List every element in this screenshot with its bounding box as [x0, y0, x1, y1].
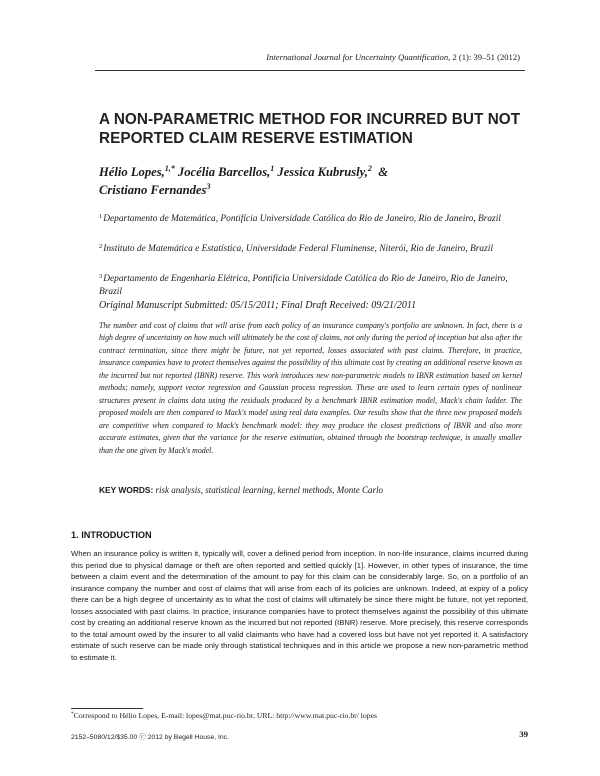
author-4-marker: 3: [206, 182, 211, 191]
footnote: [71, 711, 377, 720]
keywords-text: risk analysis, statistical learning, kernel methods, Monte Carlo: [155, 485, 384, 495]
journal-header: [0, 52, 520, 62]
affiliation-2-text: Instituto de Matemática e Estatística, Universidade Federal Fluminense, Niterói, Rio de Janeiro, Brazil: [103, 244, 493, 254]
issn-copyright: 2152–5080/12/$35.00 ⓒ 2012 by Begell House, Inc.: [71, 734, 229, 741]
affiliation-1-number: 1: [99, 213, 103, 220]
affiliation-2-number: 2: [99, 243, 103, 250]
affiliation-3-text: Departamento de Engenharia Elétrica, Pontifícia Universidade Católica do Rio de Janeiro, Rio de Janeiro, Brazil: [99, 274, 508, 298]
footnote-text: Correspond to Hélio Lopes, E-mail: lopes@mat.puc-rio.br, URL: http://www.mat.puc-rio.br/ lopes: [73, 711, 378, 720]
author-3-marker: 2: [367, 164, 372, 173]
keywords-label: KEY WORDS:: [99, 485, 154, 495]
author-2-marker: 1: [270, 164, 275, 173]
abstract: The number and cost of claims that will arise from each policy of an insurance company's portfolio are unknown. In fact, there is a high degree of uncertainty on how much will ultimately be the cost of claims, not only during the period of inception but also after the contract termination, since there might be future, not yet reported, losses associated with past claims. Therefore, in practice, insurance companies have to protect themselves against the possibility of this ultimate cost by creating an additional reserve known as the incurred but not reported (IBNR) reserve. This work introduces new non-parametric models to IBNR estimation based on kernel methods; namely, support vector regression and Gaussian process regression. These are used to learn certain types of nonlinear structures present in claims data using the residuals produced by a benchmark IBNR estimation model, Mack's chain ladder. The proposed models are then compared to Mack's model using real data examples. Our results show that the three new proposed models are competitive when compared to Mack's benchmark model: they may produce the closest predictions of IBNR and also more accurate estimates, given that the variance for the reserve estimation, obtained through the bootstrap technique, is usually smaller than the one given by Mack's model.: [99, 321, 522, 455]
author-4: Cristiano Fernandes: [99, 183, 207, 197]
footnote-marker: *: [71, 711, 74, 717]
keywords: [99, 485, 529, 495]
author-3: Jessica Kubrusly,: [277, 165, 368, 179]
footnote-rule: [71, 708, 143, 709]
journal-name: International Journal for Uncertainty Quantification: [266, 52, 449, 62]
page-number: 39: [519, 729, 528, 739]
journal-citation: , 2 (1): 39–51 (2012): [448, 52, 520, 62]
affiliation-3: [99, 270, 529, 299]
section-heading: 1. INTRODUCTION: [71, 530, 152, 540]
author-1: Hélio Lopes,: [99, 165, 165, 179]
author-list: [99, 163, 529, 199]
paper-title: A NON-PARAMETRIC METHOD FOR INCURRED BUT NOT REPORTED CLAIM RESERVE ESTIMATION: [99, 111, 521, 147]
affiliation-1-text: Departamento de Matemática, Pontifícia Universidade Católica do Rio de Janeiro, Rio de Janeiro, Brazil: [103, 214, 501, 224]
header-rule: [95, 70, 525, 71]
affiliation-1: [99, 210, 529, 226]
affiliation-3-number: 3: [99, 273, 103, 280]
affiliation-2: [99, 240, 529, 256]
manuscript-dates: Original Manuscript Submitted: 05/15/2011; Final Draft Received: 09/21/2011: [99, 300, 417, 311]
section-body: When an insurance policy is written it, typically will, cover a defined period from inception. In non-life insurance, claims incurred during this period due to physical damage or theft are often reported and settled quickly [1]. However, in other types of insurance, the time between a claim event and the determination of the amount to pay for this claim can be considerably large. So, on a portfolio of an insurance company the number and cost of claims that will arise from each of its policies are unknown. Indeed, at expiry of a policy there can be a high degree of uncertainty as to what the cost of claims will ultimately be since there might be future, not yet reported, losses associated with past claims. In practice, insurance companies have to protect themselves against the possibility of this ultimate cost by creating an additional reserve known as the incurred but not reported (IBNR) reserve. More precisely, this reserve corresponds to the total amount owed by the insurer to all valid claimants who have had a covered loss but have not yet reported it. A satisfactory estimate of such reserve can be made only through statistical techniques and in this article we propose a new non-parametric method to estimate it.: [71, 549, 528, 662]
author-ampersand: &: [378, 165, 389, 179]
author-2: Jocélia Barcellos,: [177, 165, 271, 179]
author-1-marker: 1,*: [164, 164, 175, 173]
